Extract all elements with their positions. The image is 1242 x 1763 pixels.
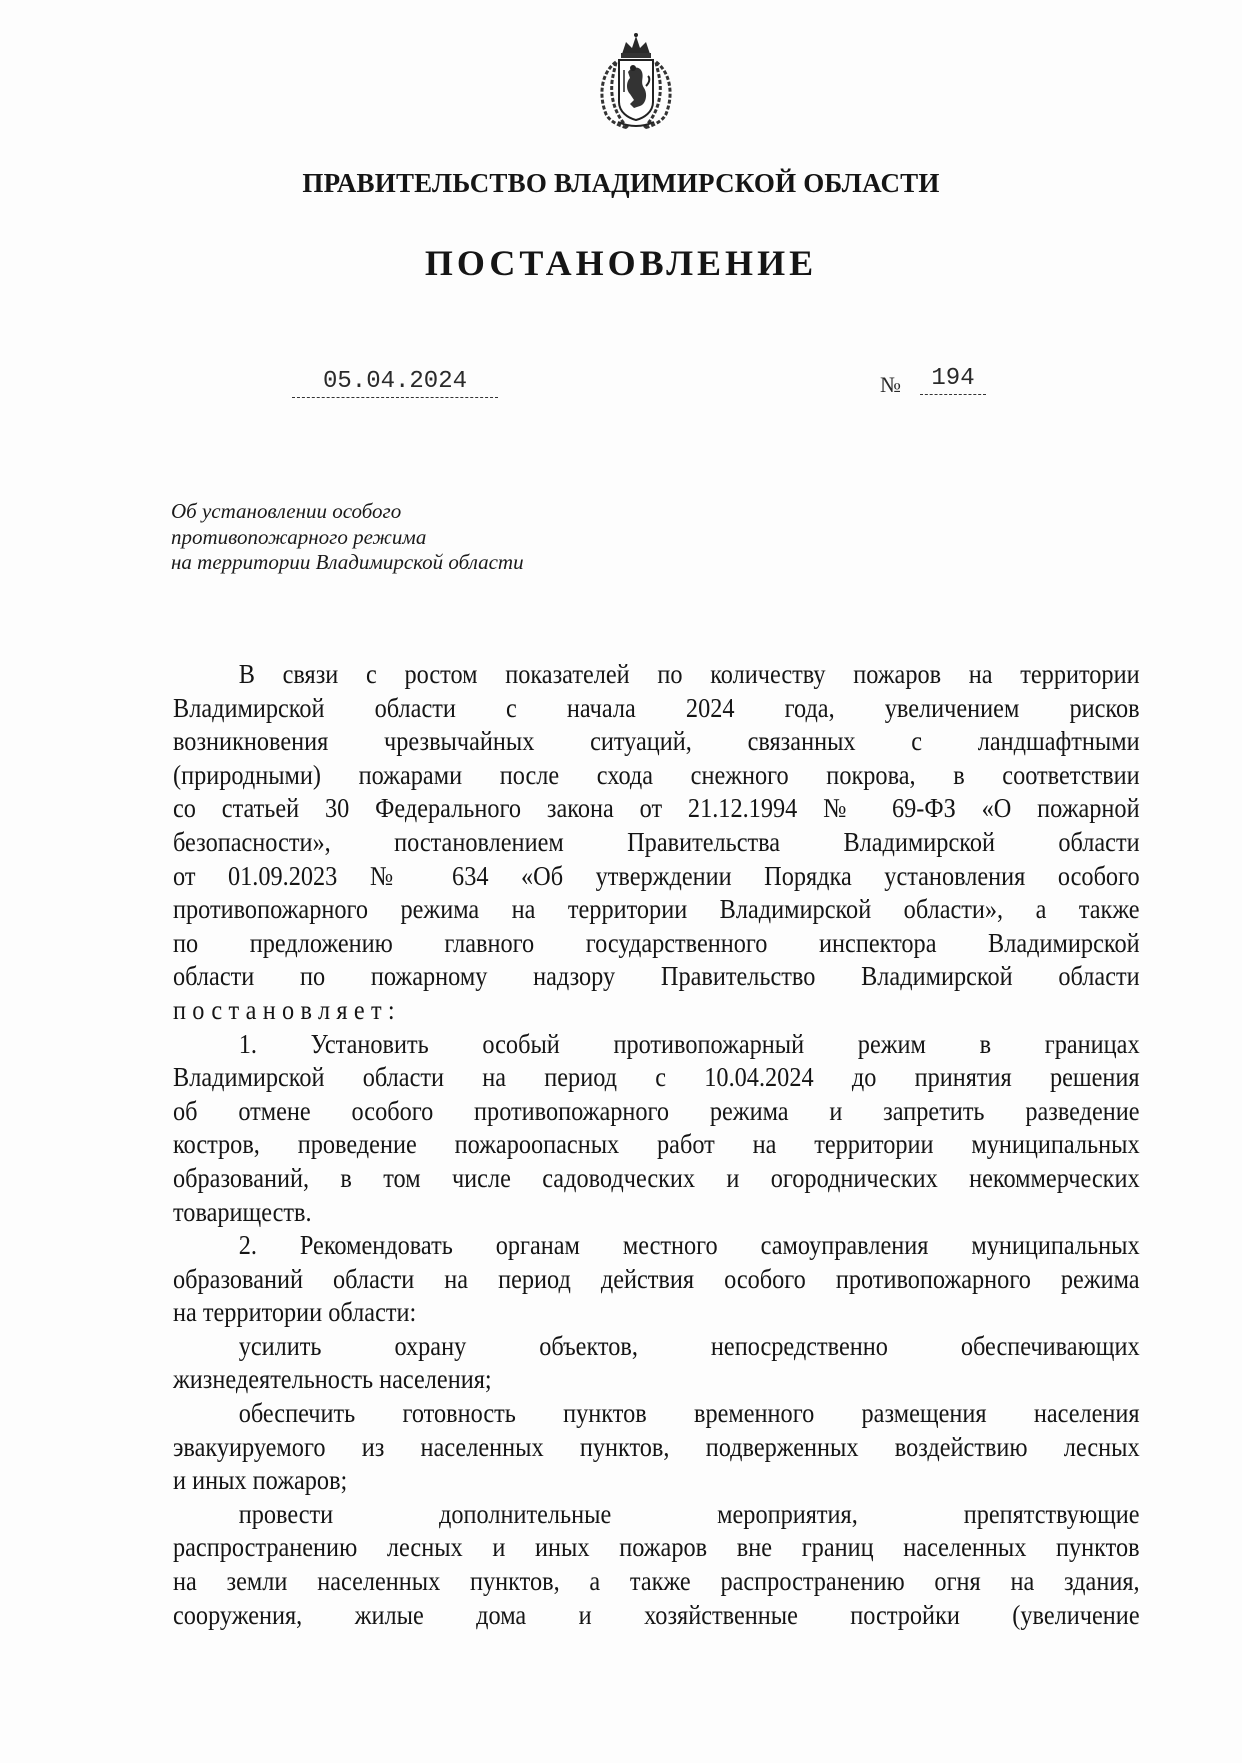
subject-line: противопожарного режима: [171, 524, 427, 549]
body-line: об отмене особого противопожарного режима и запретить разведение: [173, 1095, 1140, 1126]
body-line: Владимирской области на период с 10.04.2024 до принятия решения: [173, 1062, 1140, 1093]
document-type-title: ПОСТАНОВЛЕНИЕ: [424, 243, 818, 283]
body-text: [173, 658, 1140, 1632]
body-line: сооружения, жилые дома и хозяйственные постройки (увеличение: [173, 1599, 1140, 1630]
body-line: обеспечить готовность пунктов временного размещения населения: [238, 1398, 1140, 1429]
body-line: Владимирской области с начала 2024 года, увеличением рисков: [173, 692, 1140, 723]
body-line: от 01.09.2023 № 634 «Об утверждении Порядка установления особого: [173, 860, 1140, 891]
body-line: на территории области:: [173, 1297, 417, 1328]
document-subject: [171, 499, 524, 576]
organization-title: ПРАВИТЕЛЬСТВО ВЛАДИМИРСКОЙ ОБЛАСТИ: [302, 168, 940, 198]
body-line: образований, в том числе садоводческих и огороднических некоммерческих: [173, 1162, 1140, 1193]
document-number: 194: [920, 365, 986, 395]
body-line: костров, проведение пожароопасных работ на территории муниципальных: [173, 1129, 1140, 1160]
subject-line: на территории Владимирской области: [171, 550, 524, 574]
body-line: образований области на период действия особого противопожарного режима: [173, 1263, 1140, 1294]
body-line: со статьей 30 Федерального закона от 21.12.1994 № 69-ФЗ «О пожарной: [173, 793, 1140, 824]
body-line: по предложению главного государственного инспектора Владимирской: [173, 927, 1140, 958]
body-line: провести дополнительные мероприятия, препятствующие: [238, 1498, 1140, 1529]
body-line: постановляет:: [173, 994, 401, 1025]
document-date: 05.04.2024: [292, 368, 498, 398]
body-line: безопасности», постановлением Правительства Владимирской области: [173, 826, 1140, 857]
body-line: и иных пожаров;: [173, 1465, 348, 1496]
subject-line: Об установлении особого: [171, 499, 402, 523]
body-line: противопожарного режима на территории Владимирской области», а также: [173, 894, 1140, 925]
body-line: возникновения чрезвычайных ситуаций, связанных с ландшафтными: [173, 726, 1140, 757]
body-line: эвакуируемого из населенных пунктов, подверженных воздействию лесных: [173, 1431, 1140, 1462]
body-line: В связи с ростом показателей по количеству пожаров на территории: [238, 659, 1140, 689]
body-line: жизнедеятельность населения;: [173, 1364, 492, 1395]
body-line: области по пожарному надзору Правительство Владимирской области: [173, 961, 1140, 992]
body-line: 2. Рекомендовать органам местного самоуправления муниципальных: [238, 1230, 1140, 1261]
document-body: [173, 658, 1140, 1632]
body-line: на земли населенных пунктов, а также распространению огня на здания,: [173, 1566, 1140, 1597]
body-line: (природными) пожарами после схода снежного покрова, в соответствии: [173, 759, 1140, 790]
coat-of-arms-icon: [588, 32, 684, 132]
body-line: товариществ.: [173, 1196, 312, 1227]
body-line: распространению лесных и иных пожаров вне границ населенных пунктов: [173, 1532, 1140, 1563]
body-line: 1. Установить особый противопожарный режим в границах: [238, 1028, 1140, 1059]
number-label: №: [880, 372, 901, 397]
body-line: усилить охрану объектов, непосредственно обеспечивающих: [238, 1330, 1140, 1361]
